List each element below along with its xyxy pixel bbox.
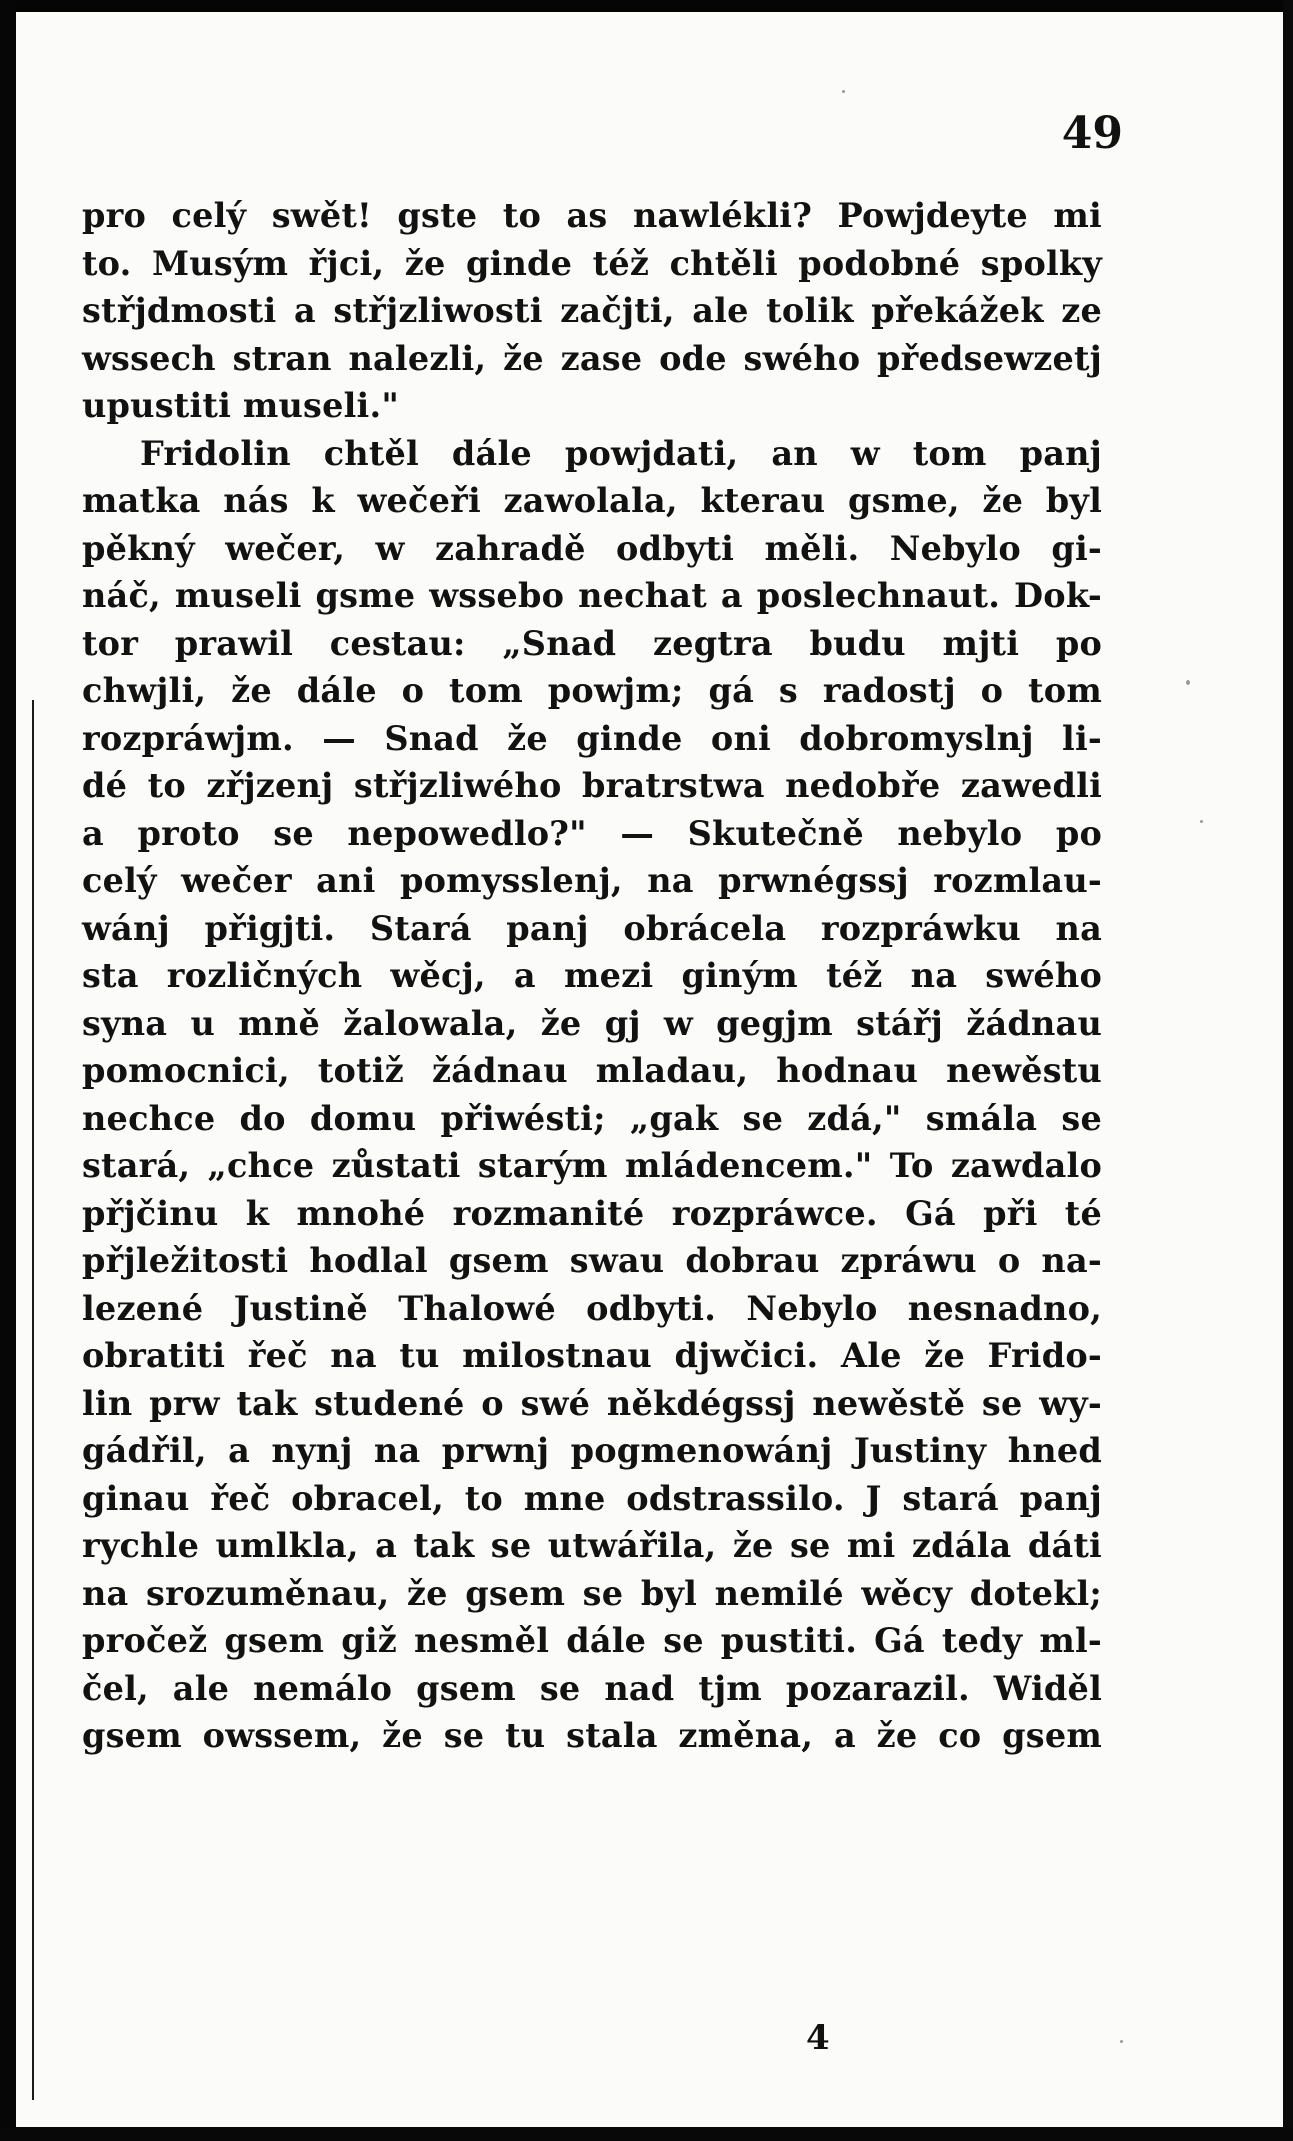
scan-border-right [1283, 0, 1293, 2141]
text-line: upustiti museli." [82, 386, 400, 425]
paper-speck [1200, 820, 1203, 823]
text-line: pročež gsem giž nesměl dále se pustiti. Gá tedy ml- [82, 1621, 1102, 1660]
text-line: wánj přigjti. Stará panj obrácela rozpráwku na [82, 908, 1102, 948]
text-line: gádřil, a nynj na prwnj pogmenowánj Justiny hned [82, 1431, 1102, 1470]
body-text [82, 192, 1102, 1760]
text-line: na srozuměnau, že gsem se byl nemilé wěcy dotekl; [82, 1573, 1102, 1613]
text-line: wssech stran nalezli, že zase ode swého předsewzetj [82, 338, 1102, 378]
binding-shadow [32, 700, 34, 2100]
text-line: ginau řeč obracel, to mne odstrassilo. J stará panj [82, 1478, 1102, 1518]
text-line: syna u mně žalowala, že gj w gegjm stářj žádnau [82, 1003, 1102, 1043]
text-line: a proto se nepowedlo?" — Skutečně nebylo po [82, 813, 1102, 853]
text-line: střjdmosti a střjzliwosti začjti, ale tolik překážek ze [82, 291, 1102, 330]
text-line: tor prawil cestau: „Snad zegtra budu mjti po [82, 623, 1102, 663]
text-line: přjležitosti hodlal gsem swau dobrau zpráwu o na- [82, 1241, 1102, 1280]
text-line: chwjli, že dále o tom powjm; gá s radostj o tom [82, 671, 1102, 710]
text-line: to. Musým řjci, že ginde též chtěli podobné spolky [82, 243, 1102, 283]
text-line: gsem owssem, že se tu stala změna, a že co gsem [82, 1716, 1102, 1755]
text-line: pomocnici, totiž žádnau mladau, hodnau newěstu [82, 1051, 1102, 1090]
text-line: lin prw tak studené o swé někdégssj newěstě se wy- [82, 1383, 1102, 1423]
text-line: celý wečer ani pomysslenj, na prwnégssj rozmlau- [82, 861, 1102, 900]
text-line: pěkný wečer, w zahradě odbyti měli. Nebylo gi- [82, 528, 1102, 568]
text-line: obratiti řeč na tu milostnau djwčici. Ale že Frido- [82, 1336, 1102, 1375]
text-line: dé to zřjzenj střjzliwého bratrstwa nedobře zawedli [82, 766, 1102, 805]
text-line: matka nás k wečeři zawolala, kterau gsme, že byl [82, 481, 1102, 520]
text-line: čel, ale nemálo gsem se nad tjm pozarazil. Widěl [82, 1668, 1102, 1708]
text-line: lezené Justině Thalowé odbyti. Nebylo nesnadno, [82, 1288, 1102, 1328]
scan-border-top [0, 0, 1293, 12]
text-line: náč, museli gsme wssebo nechat a poslechnaut. Dok- [82, 576, 1102, 615]
paper-speck [1186, 680, 1190, 685]
text-line: sta rozličných wěcj, a mezi giným též na swého [82, 956, 1102, 995]
scan-border-left [0, 0, 16, 2141]
text-line: Fridolin chtěl dále powjdati, an w tom panj [140, 433, 1102, 473]
scan-border-bottom [0, 2127, 1293, 2141]
text-line: pro celý swět! gste to as nawlékli? Powjdeyte mi [82, 196, 1102, 235]
paper-speck [1120, 2040, 1123, 2043]
text-line: rychle umlkla, a tak se utwářila, že se mi zdála dáti [82, 1526, 1102, 1565]
paragraph-2 [82, 430, 1102, 1760]
text-line: přjčinu k mnohé rozmanité rozpráwce. Gá při té [82, 1193, 1102, 1233]
paper-speck [842, 90, 845, 93]
signature-mark: 4 [806, 2018, 830, 2058]
text-line: stará, „chce zůstati starým mládencem." To zawdalo [82, 1146, 1102, 1185]
text-line: rozpráwjm. — Snad že ginde oni dobromyslnj li- [82, 718, 1102, 758]
paragraph-1 [82, 192, 1102, 430]
page-number: 49 [1061, 108, 1123, 159]
text-line: nechce do domu přiwésti; „gak se zdá," smála se [82, 1098, 1102, 1138]
